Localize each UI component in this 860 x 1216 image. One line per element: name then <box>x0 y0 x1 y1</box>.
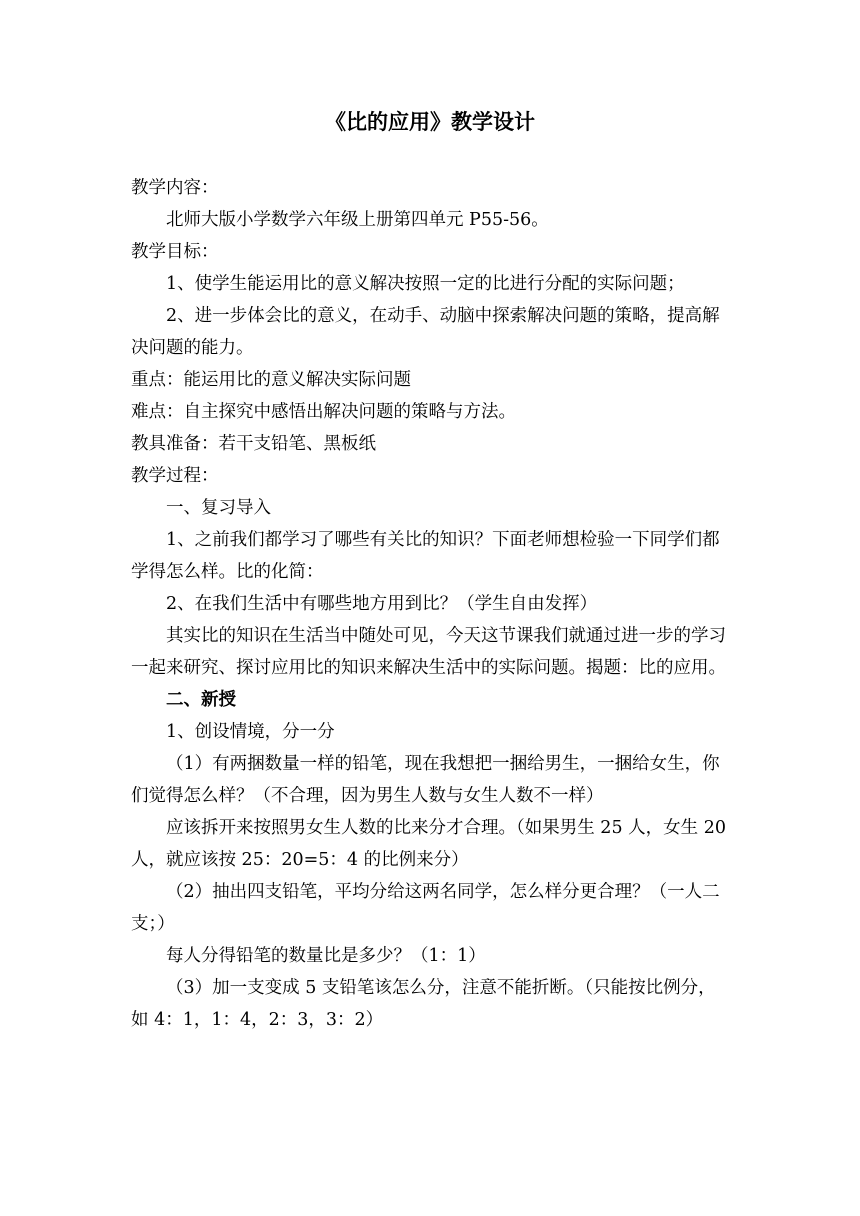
paragraph-key-point: 重点：能运用比的意义解决实际问题 <box>131 370 411 390</box>
paragraph-review-1: 1、之前我们都学习了哪些有关比的知识？下面老师想检验一下同学们都学得怎么样。比的化简： <box>131 530 720 582</box>
paragraph-content-source: 北师大版小学数学六年级上册第四单元 P55-56。 <box>166 210 549 230</box>
paragraph-introduction: 其实比的知识在生活当中随处可见，今天这节课我们就通过进一步的学习一起来研究、探讨应用比的知识来解决生活中的实际问题。揭题：比的应用。 <box>131 626 726 678</box>
section-label-process: 教学过程： <box>131 466 219 486</box>
paragraph-scenario-2: （2）抽出四支铅笔，平均分给这两名同学，怎么样分更合理？（一人二支；） <box>131 882 720 934</box>
paragraph-scenario-1-answer: 应该拆开来按照男女生人数的比来分才合理。（如果男生 25 人，女生 20 人，就应该按 25：20=5：4 的比例来分） <box>131 818 726 870</box>
paragraph-difficulty: 难点：自主探究中感悟出解决问题的策略与方法。 <box>131 402 516 422</box>
paragraph-objective-1: 1、使学生能运用比的意义解决按照一定的比进行分配的实际问题； <box>166 274 685 294</box>
paragraph-scenario-1: （1）有两捆数量一样的铅笔，现在我想把一捆给男生，一捆给女生，你们觉得怎么样？（不合理，因为男生人数与女生人数不一样） <box>131 754 720 806</box>
heading-review: 一、复习导入 <box>166 498 271 518</box>
heading-new-lesson: 二、新授 <box>166 690 236 710</box>
paragraph-objective-2: 2、进一步体会比的意义，在动手、动脑中探索解决问题的策略，提高解决问题的能力。 <box>131 306 720 358</box>
document-body <box>131 172 731 1036</box>
paragraph-materials: 教具准备：若干支铅笔、黑板纸 <box>131 434 376 454</box>
paragraph-review-2: 2、在我们生活中有哪些地方用到比？（学生自由发挥） <box>166 594 598 614</box>
section-label-content: 教学内容： <box>131 178 219 198</box>
paragraph-scenario-2-ratio: 每人分得铅笔的数量比是多少？（1：1） <box>166 946 486 966</box>
document-title: 《比的应用》教学设计 <box>325 109 535 134</box>
paragraph-scenario-heading: 1、创设情境，分一分 <box>166 722 335 742</box>
section-label-objectives: 教学目标： <box>131 242 219 262</box>
paragraph-scenario-3: （3）加一支变成 5 支铅笔该怎么分，注意不能折断。（只能按比例分，如 4：1，1：4，2：3，3：2） <box>131 978 716 1030</box>
